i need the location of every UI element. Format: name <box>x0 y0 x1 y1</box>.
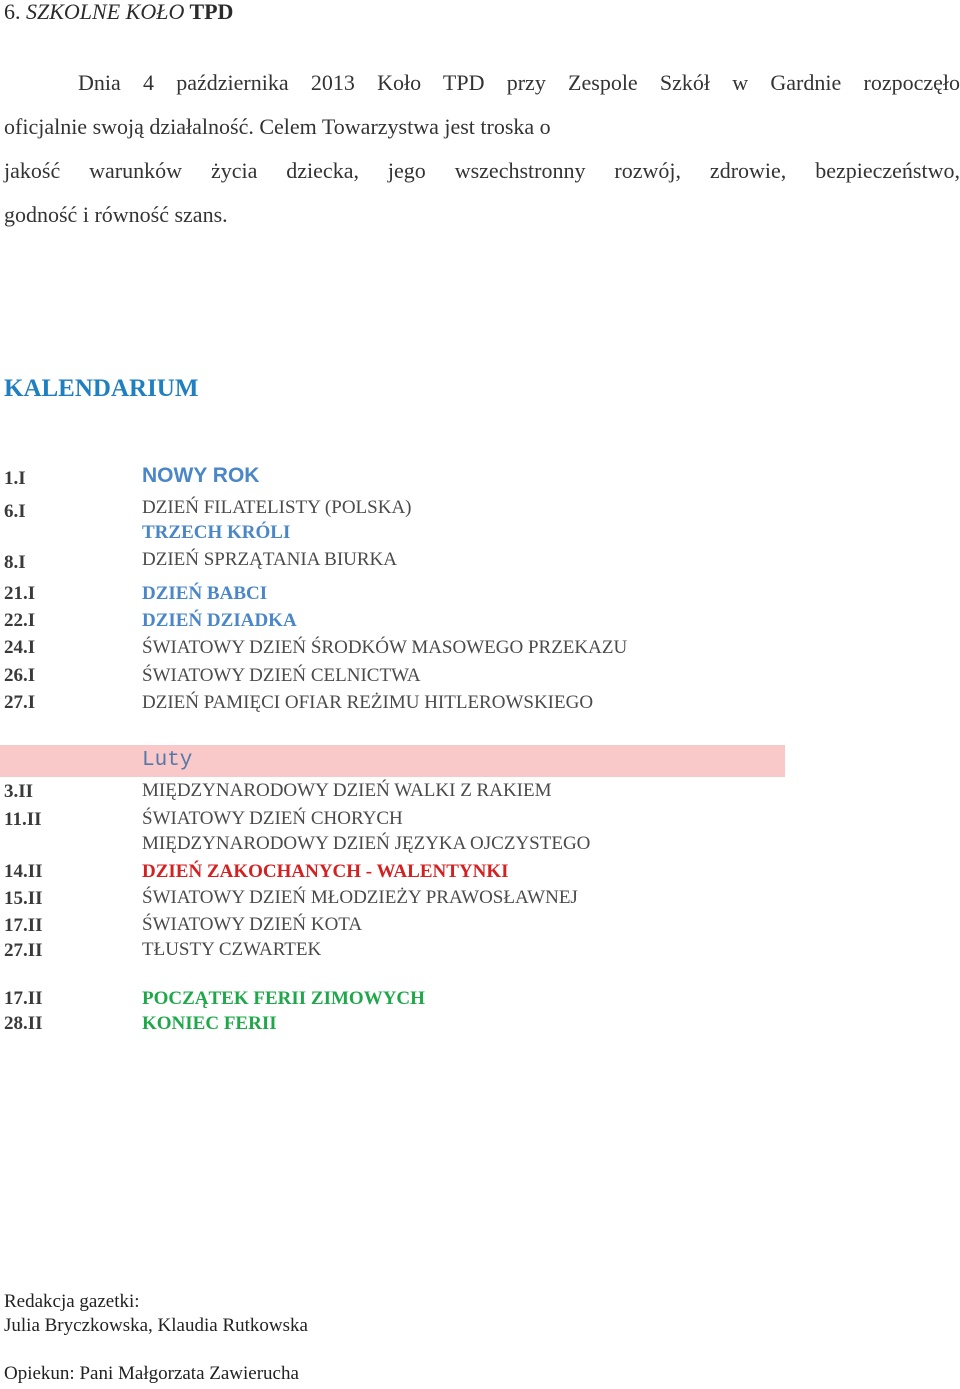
date-label: 6.I <box>4 501 26 522</box>
event-label: DZIEŃ BABCI <box>142 583 268 604</box>
event-label: DZIEŃ SPRZĄTANIA BIURKA <box>142 549 397 570</box>
event-label-secondary: MIĘDZYNARODOWY DZIEŃ JĘZYKA OJCZYSTEGO <box>142 833 591 854</box>
event-label: ŚWIATOWY DZIEŃ CHORYCH <box>142 808 403 829</box>
editors-names: Julia Bryczkowska, Klaudia Rutkowska <box>4 1315 308 1336</box>
event-label: TŁUSTY CZWARTEK <box>142 939 322 960</box>
date-label: 17.II <box>4 988 43 1009</box>
heading-number: 6. <box>4 0 26 24</box>
date-label: 8.I <box>4 552 26 573</box>
intro-line-1: Dnia 4 października 2013 Koło TPD przy Zespole Szkół w Gardnie rozpoczęło <box>78 70 960 95</box>
event-label: ŚWIATOWY DZIEŃ ŚRODKÓW MASOWEGO PRZEKAZU <box>142 637 628 658</box>
date-label: 27.I <box>4 692 36 713</box>
editors-label: Redakcja gazetki: <box>4 1291 140 1312</box>
event-label: NOWY ROK <box>142 464 260 487</box>
section-heading <box>4 0 233 24</box>
event-label: DZIEŃ DZIADKA <box>142 610 297 631</box>
intro-line-2: oficjalnie swoją działalność. Celem Towarzystwa jest troska o <box>4 114 551 139</box>
date-label: 27.II <box>4 940 43 961</box>
event-label: ŚWIATOWY DZIEŃ CELNICTWA <box>142 665 421 686</box>
date-label: 15.II <box>4 888 43 909</box>
date-label: 22.I <box>4 610 36 631</box>
heading-bold: TPD <box>184 0 234 24</box>
date-label: 28.II <box>4 1013 43 1034</box>
kalendarium-title: KALENDARIUM <box>4 375 199 402</box>
date-label: 3.II <box>4 781 34 802</box>
luty-highlight-band <box>0 745 785 777</box>
heading-italic: SZKOLNE KOŁO <box>26 0 185 24</box>
event-label: POCZĄTEK FERII ZIMOWYCH <box>142 988 425 1009</box>
luty-title: Luty <box>142 749 193 772</box>
supervisor-line: Opiekun: Pani Małgorzata Zawierucha <box>4 1363 299 1384</box>
event-label: MIĘDZYNARODOWY DZIEŃ WALKI Z RAKIEM <box>142 780 552 801</box>
intro-line-4: godność i równość szans. <box>4 202 228 227</box>
date-label: 21.I <box>4 583 36 604</box>
date-label: 1.I <box>4 468 26 489</box>
event-label: DZIEŃ ZAKOCHANYCH - WALENTYNKI <box>142 861 509 882</box>
date-label: 17.II <box>4 915 43 936</box>
event-label-secondary: TRZECH KRÓLI <box>142 522 291 543</box>
date-label: 14.II <box>4 861 43 882</box>
date-label: 26.I <box>4 665 36 686</box>
event-label: ŚWIATOWY DZIEŃ MŁODZIEŻY PRAWOSŁAWNEJ <box>142 887 578 908</box>
event-label: DZIEŃ FILATELISTY (POLSKA) <box>142 497 412 518</box>
event-label: KONIEC FERII <box>142 1013 277 1034</box>
date-label: 11.II <box>4 809 42 830</box>
intro-line-3: jakość warunków życia dziecka, jego wszechstronny rozwój, zdrowie, bezpieczeństwo, <box>4 158 960 183</box>
event-label: ŚWIATOWY DZIEŃ KOTA <box>142 914 363 935</box>
date-label: 24.I <box>4 637 36 658</box>
event-label: DZIEŃ PAMIĘCI OFIAR REŻIMU HITLEROWSKIEGO <box>142 692 594 713</box>
